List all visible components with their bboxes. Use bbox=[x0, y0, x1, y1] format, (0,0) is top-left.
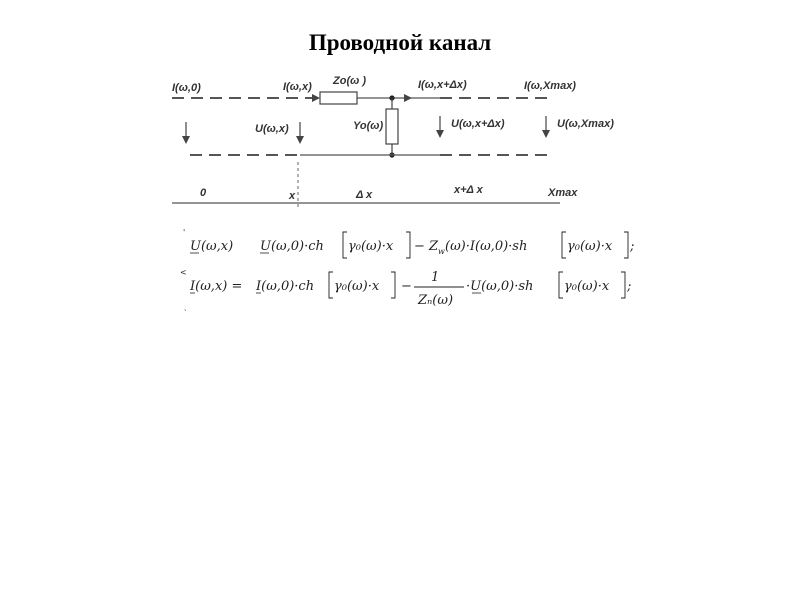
eq2-term2-arg: γ₀(ω)·x bbox=[564, 279, 610, 294]
eq1-end: ; bbox=[630, 239, 635, 254]
eq2-term1: I(ω,0)·ch bbox=[256, 279, 315, 294]
brace-mark-top: ' bbox=[183, 228, 186, 237]
eq1-bracket-2-left bbox=[562, 232, 566, 258]
u-x-dx-arrow bbox=[436, 130, 444, 138]
u-xmax-arrow bbox=[542, 130, 550, 138]
eq1-bracket-1-right bbox=[406, 232, 410, 258]
eq2-term2: ·U(ω,0)·sh bbox=[466, 279, 534, 294]
eq2-term1-arg: γ₀(ω)·x bbox=[334, 279, 380, 294]
label-i-x: I(ω,x) bbox=[283, 81, 312, 93]
eq1-bracket-1-left bbox=[343, 232, 347, 258]
axis-label-x: x bbox=[289, 190, 296, 202]
eq1-term1: U(ω,0)·ch bbox=[260, 239, 324, 254]
u-start-arrow bbox=[182, 136, 190, 144]
eq2-bracket-1-left bbox=[329, 272, 333, 298]
axis-label-x-dx: x+Δ x bbox=[454, 184, 483, 196]
eq1-bracket-2-right bbox=[624, 232, 628, 258]
page-title: Проводной канал bbox=[308, 30, 492, 55]
equation-current bbox=[189, 270, 631, 308]
eq2-bracket-1-right bbox=[391, 272, 395, 298]
eq2-lhs: I(ω,x) = bbox=[190, 279, 243, 294]
label-u-xmax: U(ω,Xmax) bbox=[557, 118, 614, 130]
label-u-x-dx: U(ω,x+Δx) bbox=[451, 118, 505, 130]
brace-mark-mid: < bbox=[180, 268, 187, 277]
eq1-lhs: U(ω,x) bbox=[190, 239, 234, 254]
axis-label-xmax: Xmax bbox=[548, 187, 578, 199]
arrow-i-x-dx bbox=[404, 94, 412, 102]
label-y-element: Yo(ω) bbox=[353, 120, 384, 132]
eq1-term1-arg: γ₀(ω)·x bbox=[348, 239, 394, 254]
u-x-arrow bbox=[296, 136, 304, 144]
label-i-start: I(ω,0) bbox=[172, 82, 201, 94]
arrow-i-x bbox=[312, 94, 320, 102]
eq2-minus: − bbox=[401, 279, 412, 294]
axis-label-dx: Δ x bbox=[356, 189, 373, 201]
y-element bbox=[386, 109, 398, 144]
eq2-frac-num: 1 bbox=[431, 270, 440, 285]
label-u-x: U(ω,x) bbox=[255, 123, 289, 135]
eq1-term2-sub: w bbox=[438, 247, 445, 256]
label-z-element: Zo(ω ) bbox=[333, 75, 366, 87]
z-element bbox=[320, 92, 357, 104]
eq1-term2-rest: (ω)·I(ω,0)·sh bbox=[445, 239, 528, 254]
brace-mark-bottom: ` bbox=[183, 309, 187, 318]
axis-label-0: 0 bbox=[200, 187, 207, 199]
eq2-end: ; bbox=[627, 279, 632, 294]
eq2-bracket-2-left bbox=[559, 272, 563, 298]
eq2-bracket-2-right bbox=[621, 272, 625, 298]
label-i-x-dx: I(ω,x+Δx) bbox=[418, 79, 467, 91]
eq2-frac-den: Zₙ(ω) bbox=[418, 293, 454, 308]
eq1-term2-arg: γ₀(ω)·x bbox=[567, 239, 613, 254]
eq1-term2: − Z bbox=[414, 239, 439, 254]
equation-voltage bbox=[190, 232, 634, 258]
label-i-xmax: I(ω,Xmax) bbox=[524, 80, 576, 92]
